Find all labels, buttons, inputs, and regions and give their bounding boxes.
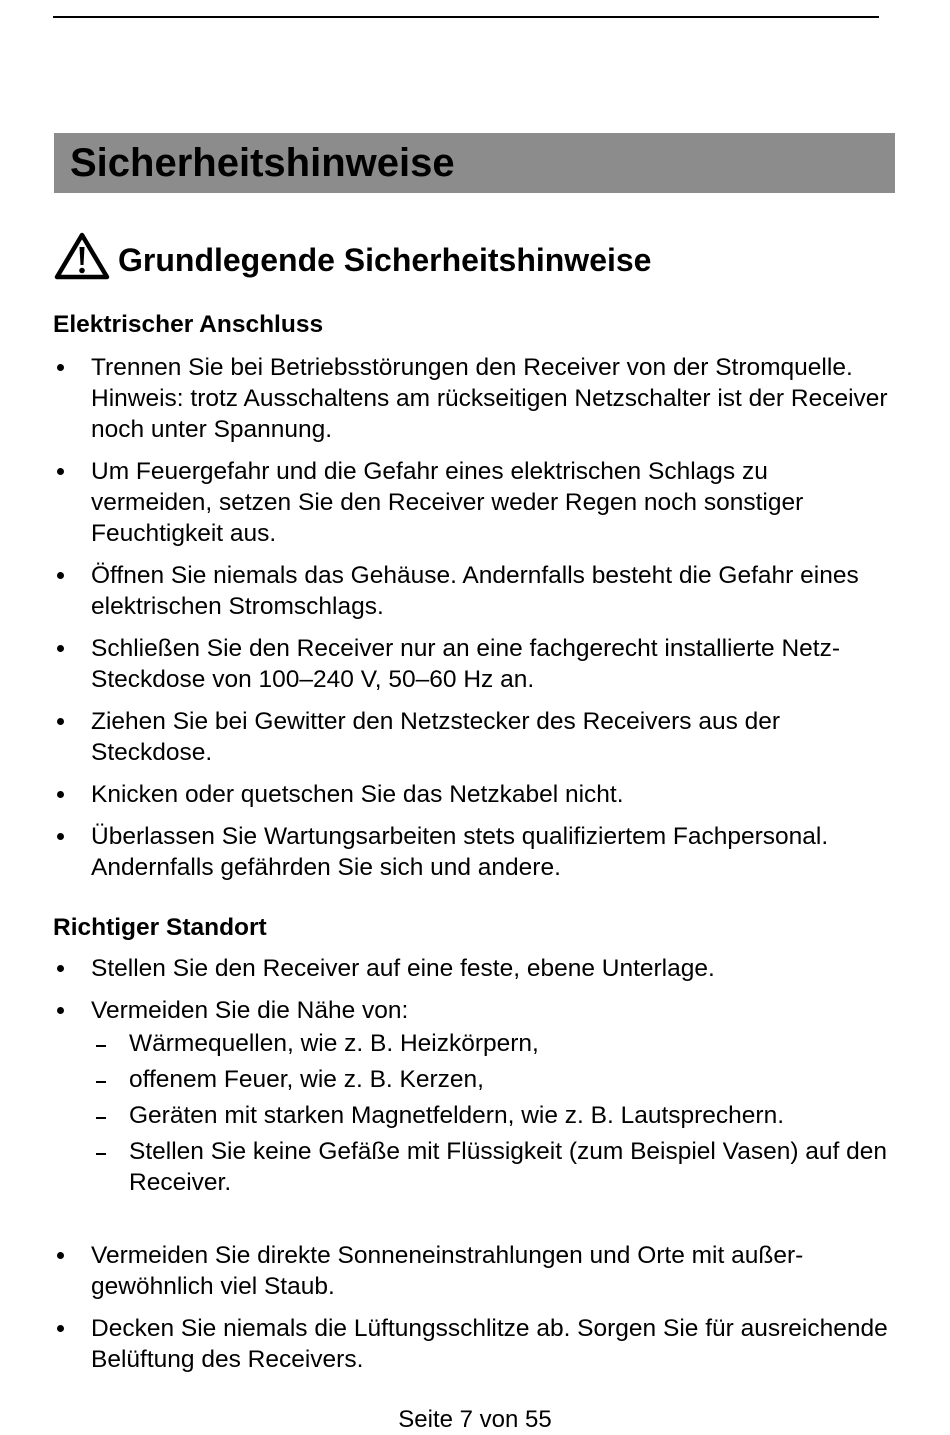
chapter-title: Sicherheitshinweise — [70, 141, 455, 185]
list-item — [53, 995, 893, 1198]
sublist-item: offenem Feuer, wie z. B. Kerzen, — [91, 1064, 893, 1095]
list-item: Schließen Sie den Receiver nur an eine fachgerecht installierte Netz-Steckdose von 100–240 V, 50–60 Hz an. — [53, 633, 893, 695]
location-list — [53, 953, 893, 1375]
list-item: Decken Sie niemals die Lüftungsschlitze ab. Sorgen Sie für ausreichende Belüftung des Receivers. — [53, 1313, 893, 1375]
avoid-sublist — [91, 1028, 893, 1198]
list-item: Stellen Sie den Receiver auf eine feste, ebene Unterlage. — [53, 953, 893, 984]
list-item: Ziehen Sie bei Gewitter den Netzstecker des Receivers aus der Steckdose. — [53, 706, 893, 768]
list-item: Um Feuergefahr und die Gefahr eines elektrischen Schlags zu vermeiden, setzen Sie den Receiver weder Regen noch sonstiger Feuchtigkeit aus. — [53, 456, 893, 549]
sublist-item: Geräten mit starken Magnetfeldern, wie z. B. Lautsprechern. — [91, 1100, 893, 1131]
list-item: Knicken oder quetschen Sie das Netzkabel nicht. — [53, 779, 893, 810]
warning-triangle-icon — [54, 232, 110, 280]
list-item: Öffnen Sie niemals das Gehäuse. Andernfalls besteht die Gefahr eines elektrischen Stromschlags. — [53, 560, 893, 622]
top-rule — [53, 16, 879, 18]
list-item-text: Vermeiden Sie die Nähe von: — [91, 997, 409, 1024]
section-heading — [54, 224, 651, 280]
subheading-electrical: Elektrischer Anschluss — [53, 311, 324, 338]
list-item: Überlassen Sie Wartungsarbeiten stets qualifiziertem Fachpersonal. Andernfalls gefährden Sie sich und andere. — [53, 821, 893, 883]
electrical-list — [53, 352, 893, 883]
content — [53, 308, 893, 1375]
chapter-bar — [54, 133, 895, 193]
subheading-location: Richtiger Standort — [53, 914, 267, 941]
list-item: Trennen Sie bei Betriebsstörungen den Receiver von der Stromquelle. Hinweis: trotz Ausschaltens am rückseitigen Netzschalter ist der Receiver noch unter Spannung. — [53, 352, 893, 445]
section-title: Grundlegende Sicherheitshinweise — [118, 242, 652, 278]
list-item: Vermeiden Sie direkte Sonneneinstrahlungen und Orte mit außer-gewöhnlich viel Staub. — [53, 1240, 893, 1302]
page-number: Seite 7 von 55 — [398, 1406, 552, 1433]
sublist-item: Stellen Sie keine Gefäße mit Flüssigkeit (zum Beispiel Vasen) auf den Receiver. — [91, 1136, 893, 1198]
sublist-item: Wärmequellen, wie z. B. Heizkörpern, — [91, 1028, 893, 1059]
